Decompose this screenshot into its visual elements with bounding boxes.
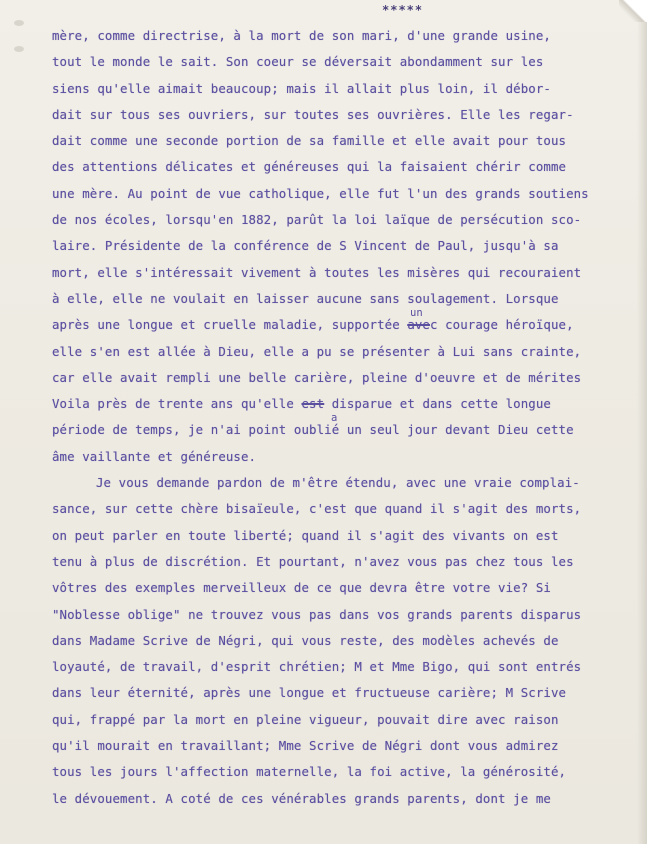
text-line: le dévouement. A coté de ces vénérables grands parents, dont je me [52, 790, 551, 806]
text-segment: disparue et dans cette longue [324, 396, 551, 412]
text-line: dait sur tous ses ouvriers, sur toutes ses ouvrières. Elle les regar- [52, 106, 574, 122]
text-line: période de temps, je n'ai point oublié un seul jour devant Dieu cette [52, 422, 574, 438]
text-line-corrected [52, 391, 632, 417]
text-line: tenu à plus de discrétion. Et pourtant, n'avez vous pas chez tous les [52, 553, 574, 569]
text-line: dans Madame Scrive de Négri, qui vous reste, des modèles achevés de [52, 632, 559, 648]
text-line: qu'il mourait en travaillant; Mme Scrive de Négri dont vous admirez [52, 738, 559, 754]
binding-hole-mark [14, 20, 24, 26]
text-line: mère, comme directrise, à la mort de son mari, d'une grande usine, [52, 28, 551, 43]
text-line: loyauté, de travail, d'esprit chrétien; M et Mme Bigo, qui sont entrés [52, 659, 582, 675]
text-line: tout le monde le sait. Son coeur se déversait abondamment sur les [52, 54, 544, 70]
text-line: laire. Présidente de la conférence de S Vincent de Paul, jusqu'à sa [52, 238, 559, 254]
struck-text: est [301, 396, 325, 412]
text-line: dans leur éternité, après une longue et fructueuse carière; M Scrive [52, 685, 567, 701]
struck-text: ave [407, 317, 430, 333]
text-line: de nos écoles, lorsqu'en 1882, parût la loi laïque de persécution sco- [52, 212, 582, 228]
text-line: dait comme une seconde portion de sa famille et elle avait pour tous [52, 133, 567, 149]
page-corner-fold [619, 0, 647, 22]
text-line: siens qu'elle aimait beaucoup; mais il allait plus loin, il débor- [52, 80, 551, 96]
text-line: âme vaillante et généreuse. [52, 448, 257, 464]
text-line: car elle avait rempli une belle carière, pleine d'oeuvre et de mérites [52, 369, 582, 385]
text-line: vôtres des exemples merveilleux de ce que devra être votre vie? Si [52, 580, 551, 596]
text-line: on peut parler en toute liberté; quand il s'agit des vivants on est [52, 527, 559, 543]
text-line: qui, frappé par la mort en pleine vigueur, pouvait dire avec raison [52, 711, 559, 727]
text-segment: Voila près de trente ans qu'elle [52, 396, 302, 412]
insertion-un: un [410, 307, 423, 319]
paragraph-start-line: Je vous demande pardon de m'être étendu, avec une vraie complai- [96, 475, 580, 491]
text-line: "Noblesse oblige" ne trouvez vous pas dans vos grands parents disparus [52, 606, 582, 622]
page-edge-shadow [637, 0, 647, 844]
text-line: à elle, elle ne voulait en laisser aucune sans soulagement. Lorsque [52, 290, 559, 306]
insertion-a: a [331, 412, 338, 424]
text-line: tous les jours l'affection maternelle, la foi active, la générosité, [52, 764, 567, 780]
text-segment: après une longue et cruelle maladie, supportée [52, 317, 408, 333]
text-line: une mère. Au point de vue catholique, elle fut l'un des grands soutiens [52, 185, 589, 201]
text-line: des attentions délicates et généreuses qui la faisaient chérir comme [52, 159, 567, 175]
binding-hole-mark [14, 46, 24, 52]
text-line: mort, elle s'intéressait vivement à toutes les misères qui recouraient [52, 264, 582, 280]
text-line: sance, sur cette chère bisaïeule, c'est que quand il s'agit des morts, [52, 501, 582, 517]
text-segment: c courage héroïque, [430, 317, 574, 333]
text-line: elle s'en est allée à Dieu, elle a pu se présenter à Lui sans crainte, [52, 343, 582, 359]
typed-letter-body [52, 23, 632, 812]
page-marker: ***** [382, 3, 424, 17]
text-line-corrected [52, 312, 632, 338]
